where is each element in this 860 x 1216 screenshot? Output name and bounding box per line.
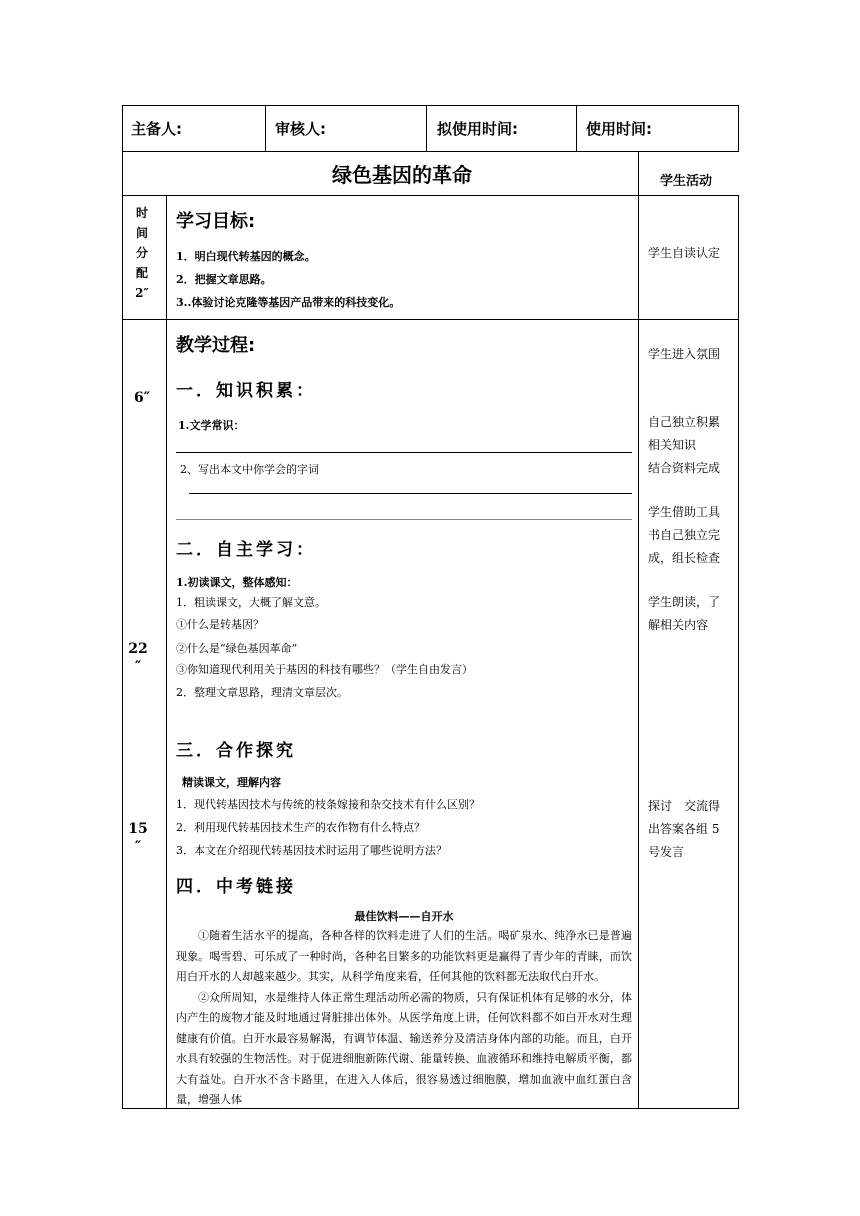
section-heading: 四．中考链接 (176, 877, 296, 897)
list-item: 2．利用现代转基因技术生产的农作物有什么特点？ (176, 821, 425, 834)
answer-line (189, 493, 632, 494)
activity-note: 探讨 交流得 出答案各组 5 号发言 (648, 799, 721, 859)
list-item: 1．粗读课文，大概了解文意。 (176, 596, 326, 609)
essay-body (176, 926, 632, 1106)
section-subheading: 1.初读课文，整体感知： (176, 576, 298, 589)
table-rule (265, 105, 266, 151)
time-15: 15 ″ (128, 821, 148, 855)
objective-item: 2．把握文章思路。 (176, 273, 272, 286)
table-border-right (738, 195, 739, 1109)
essay-paragraph: ①随着生活水平的提高，各种各样的饮料走进了人们的生活。喝矿泉水、纯净水已是普遍现象。喝雪碧、可乐成了一种时尚，各种名目繁多的功能饮料更是赢得了青少年的青睐，而饮用白开水的人却越来越少。其实，从科学角度来看，任何其他的饮料都无法取代白开水。 (176, 929, 632, 983)
list-item: ③你知道现代利用关于基因的科技有哪些？（学生自由发言） (176, 663, 473, 676)
process-heading: 教学过程: (176, 335, 256, 356)
activity-note: 学生借助工具 书自己独立完 成，组长检查 (648, 505, 721, 565)
reviewer-label: 审核人: (275, 120, 326, 138)
time-allocation: 时 间 分 配 2″ (135, 206, 149, 300)
preparer-label: 主备人: (131, 120, 182, 138)
activity-note: 学生进入氛围 (648, 347, 721, 361)
list-item: ②什么是“绿色基因革命” (176, 642, 298, 655)
objectives-heading: 学习目标: (176, 211, 256, 232)
answer-line (176, 452, 632, 453)
table-rule (166, 195, 167, 1109)
activity-note: 学生朗读，了 解相关内容 (648, 595, 721, 632)
list-item: 3．本文在介绍现代转基因技术时运用了哪些说明方法？ (176, 844, 447, 857)
objective-item: 1．明白现代转基因的概念。 (176, 250, 316, 263)
section-heading: 一．知识积累： (176, 381, 316, 401)
question-label: 1.文学常识： (178, 419, 245, 432)
table-rule (122, 319, 739, 320)
essay-paragraph: ②众所周知，水是维持人体正常生理活动所必需的物质，只有保证机体有足够的水分，体内产生的废物才能及时地通过肾脏排出体外。从医学角度上讲，任何饮料都不如白开水对生理健康有价值。白开水最容易解渴，有调节体温、输送养分及清洁身体内部的功能。而且，白开水具有较强的生物活性。对于促进细胞新陈代谢、能量转换、血液循环和维持电解质平衡，都大有益处。白开水不含卡路里，在进入人体后，很容易透过细胞膜，增加血液中血红蛋白含量，增强人体 (176, 990, 632, 1106)
table-rule (426, 105, 427, 151)
list-item: 2．整理文章思路，理清文章层次。 (176, 686, 348, 699)
table-rule (638, 151, 639, 1109)
question-label: 2、写出本文中你学会的字词 (180, 463, 319, 476)
student-activity-header: 学生活动 (660, 174, 713, 189)
table-border-bottom (122, 1108, 739, 1109)
time-22: 22 ″ (128, 641, 148, 675)
list-item: 1．现代转基因技术与传统的枝条嫁接和杂交技术有什么区别？ (176, 798, 480, 811)
table-rule (122, 151, 739, 152)
lesson-title: 绿色基因的革命 (332, 163, 472, 187)
activity-note: 学生自读认定 (648, 246, 721, 260)
essay-title: 最佳饮料——自开水 (354, 910, 454, 923)
planned-time-label: 拟使用时间: (437, 120, 518, 138)
divider (176, 519, 632, 520)
list-item: ①什么是转基因？ (176, 618, 264, 631)
activity-note: 自己独立积累 相关知识 结合资料完成 (648, 415, 721, 475)
time-6: 6″ (134, 390, 150, 406)
table-rule (576, 105, 577, 151)
table-border-top (122, 105, 739, 106)
section-heading: 三．合作探究 (176, 741, 296, 761)
table-rule (122, 195, 739, 196)
section-heading: 二．自主学习： (176, 540, 316, 560)
objective-item: 3..体验讨论克隆等基因产品带来的科技变化。 (176, 296, 401, 309)
table-border-right (738, 105, 739, 151)
section-subheading: 精读课文，理解内容 (182, 776, 281, 789)
use-time-label: 使用时间: (586, 120, 652, 138)
